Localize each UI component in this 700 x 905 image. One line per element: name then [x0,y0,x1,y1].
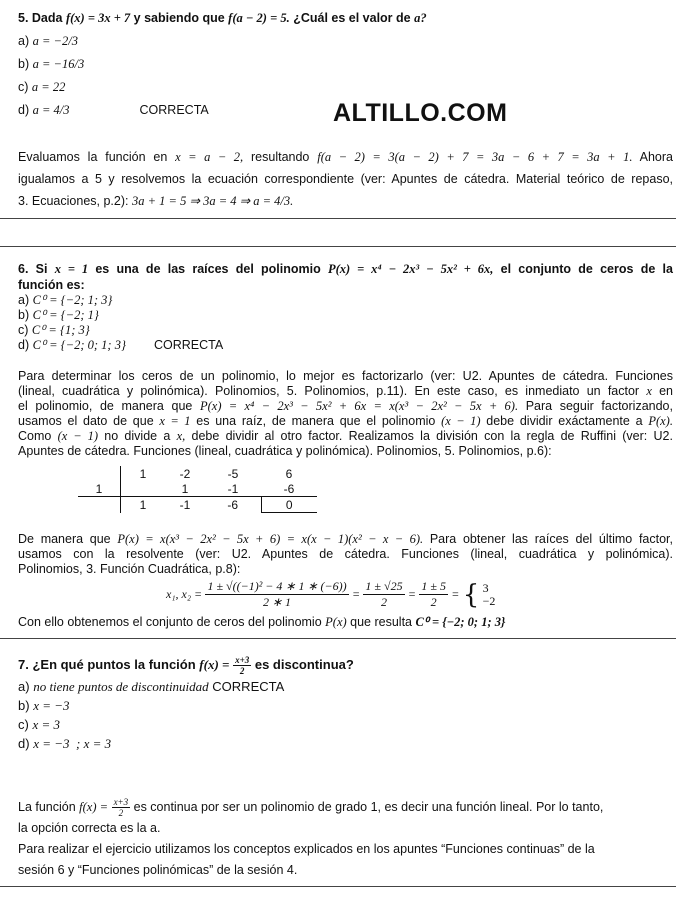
divider [0,218,676,219]
correct-label: CORRECTA [139,103,209,117]
correct-label: CORRECTA [212,679,285,694]
option-b: b) x = −3 [18,698,70,713]
option-a: a) C⁰ = {−2; 1; 3} [18,293,113,307]
question-5-explanation: Evaluamos la función en x = a − 2, resultando f(a − 2) = 3(a − 2) + 7 = 3a − 6 + 7 = 3a + 1. Ahora igualamos a 5 y resolvemos la ecuación correspondiente (ver: Apuntes de cátedra. Material teórico de repaso, 3. Ecuaciones, p.2): 3a + 1 = 5 ⇒ 3a = 4 ⇒ a = 4/3. [18,150,673,208]
option-a: a) no tiene puntos de discontinuidad CORRECTA [18,679,285,694]
divider [0,246,676,247]
option-c: c) a = 22 [18,80,66,94]
correct-label: CORRECTA [153,338,224,352]
option-d: d) C⁰ = {−2; 0; 1; 3} CORRECTA [18,338,224,352]
question-7 [18,655,673,753]
question-7-options [18,678,673,753]
question-6-conclusion: Con ello obtenemos el conjunto de ceros del polinomio P(x) que resulta C⁰ = {−2; 0; 1; 3} [18,615,506,629]
option-c: c) x = 3 [18,717,61,732]
question-6 [18,261,673,459]
option-d: d) a = 4/3 CORRECTA [18,103,209,117]
question-5-title: 5. Dada f(x) = 3x + 7 y sabiendo que f(a − 2) = 5. ¿Cuál es el valor de a? [18,11,427,25]
option-d: d) x = −3 ; x = 3 [18,736,112,751]
question-6-explanation: Para determinar los ceros de un polinomio, lo mejor es factorizarlo (ver: U2. Apuntes de cátedra. Funciones (lineal, cuadrática y polinómica). Polinomios, 5. Polinomios, p.11). En este caso, es inmediato un factor x en el polinomio, de manera que P(x) = x⁴ − 2x³ − 5x² + 6x = x(x³ − 2x² − 5x + 6). Para seguir factorizando, usamos el dato de que x = 1 es una raíz, de manera que el polinomio (x − 1) debe dividir exáctamente a P(x). Como (x − 1) no divide a x, debe dividir al otro factor. Realizamos la división con la regla de Ruffini (ver: U2. Apuntes de cátedra. Funciones (lineal, cuadrática y polinómica). Polinomios, 5. Polinomios, p.6): [18,369,673,458]
question-6-factorization: De manera que P(x) = x(x³ − 2x² − 5x + 6) = x(x − 1)(x² − x − 6). Para obtener las raíces del último factor, usamos con la resolvente (ver: U2. Apuntes de cátedra. Funciones (lineal, cuadrática y polinómica). Polinomios, 3. Función Cuadrática, p.8): [18,532,673,576]
option-a: a) a = −2/3 [18,34,78,48]
divider [0,886,676,887]
question-6-title-cont: función es: [18,278,85,292]
question-6-options [18,293,673,353]
ruffini-table: 1 -2 -5 6 1 1 -1 -6 1 -1 -6 0 [78,466,317,513]
option-b: b) a = −16/3 [18,57,85,71]
question-7-explanation: La función f(x) = $\frac{x+3}{2}$ es continua por ser un polinomio de grado 1, es decir una función lineal. Por lo tanto, la opción correcta es la a. Para realizar el ejercicio utilizamos los conceptos explicados en los apuntes “Funciones continuas” de la sesión 6 y “Funciones polinómicas” de la sesión 4. [18,797,604,878]
brand-logo: ALTILLO.COM [333,99,508,127]
option-b: b) C⁰ = {−2; 1} [18,308,99,322]
quadratic-formula: x₁, x₂ = $\frac{\text{1 ± √((−1)² − 4 ∗ 1 ∗ (−6))}}{2 ∗ 1}$ = $\frac{1 \pm √25}{2}$ = $\frac{1 \pm 5}{2}$ = { 3 −2 [166,579,496,610]
question-6-title: 6. Si x = 1 es una de las raíces del polinomio P(x) = x⁴ − 2x³ − 5x² + 6x, el conjunto de ceros de la [18,262,673,276]
question-7-title: 7. ¿En qué puntos la función f(x) = $\frac{x+3}{2}$ es discontinua? [18,655,354,676]
divider [0,638,676,639]
option-c: c) C⁰ = {1; 3} [18,323,90,337]
